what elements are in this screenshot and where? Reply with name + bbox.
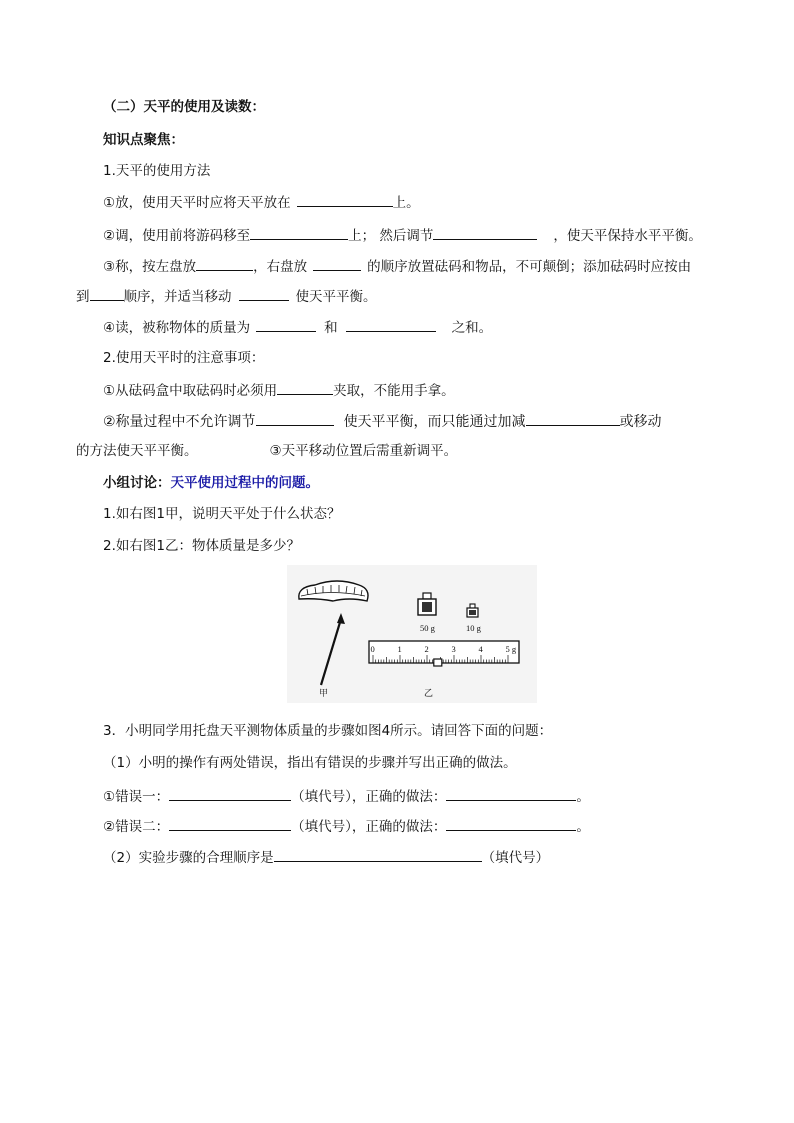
usage-read-and: 和 [324, 320, 338, 336]
weight-10g-label: 10 g [466, 623, 481, 633]
error2-end: 。 [576, 819, 590, 835]
error1-mid: （填代号），正确的做法： [291, 789, 447, 805]
notes-item-2-cont-text: 的方法使天平平衡。 [76, 443, 198, 459]
fill-blank[interactable] [446, 786, 576, 801]
usage-read-end: 之和。 [451, 320, 493, 336]
usage-weigh-end: 的顺序放置砝码和物品，不可颠倒；添加砝码时应按由 [367, 259, 692, 275]
usage-weigh-mid: ，右盘放 [253, 259, 308, 275]
fill-blank[interactable] [274, 847, 482, 862]
figure-label-jia: 甲 [319, 688, 329, 698]
usage-title: 1.天平的使用方法 [103, 163, 211, 179]
notes-item-3: ③天平移动位置后需重新调平。 [269, 443, 458, 459]
notes-item-1-end: 夹取，不能用手拿。 [333, 383, 455, 399]
fill-blank[interactable] [239, 286, 289, 301]
notes-item-1-text: ①从砝码盒中取砝码时必须用 [103, 383, 278, 399]
discussion-heading [103, 473, 319, 493]
usage-weigh [103, 256, 691, 277]
problem3-error1 [103, 786, 590, 807]
fill-blank[interactable] [446, 816, 576, 831]
notes-item-2-cont [76, 441, 457, 461]
rider-slider [434, 659, 442, 666]
ruler-tick-label: 1 [397, 644, 402, 654]
problem3-part2 [103, 847, 549, 868]
usage-place-text: ①放，使用天平时应将天平放在 [103, 195, 291, 211]
fill-blank[interactable] [313, 256, 361, 271]
discussion-q1: 1.如右图1甲，说明天平处于什么状态？ [103, 506, 341, 522]
usage-adjust-end: ，使天平保持水平平衡。 [553, 228, 702, 244]
usage-place [103, 192, 420, 213]
notes-item-2-mid: 使天平平衡，而只能通过加减 [343, 414, 526, 430]
usage-adjust-text: ②调，使用前将游码移至 [103, 228, 251, 244]
rider-ruler [369, 641, 519, 666]
usage-read-text: ④读，被称物体的质量为 [103, 320, 251, 336]
balance-figure [287, 565, 537, 703]
fill-blank[interactable] [526, 411, 620, 426]
discussion-topic: 天平使用过程中的问题。 [170, 475, 319, 491]
part2-end: （填代号） [481, 850, 550, 866]
fill-blank[interactable] [169, 786, 291, 801]
ruler-tick-label: 5 g [505, 644, 517, 654]
error1-label: ①错误一： [103, 789, 170, 805]
usage-weigh-order: 顺序，并适当移动 [123, 289, 232, 305]
ruler-tick-label: 4 [478, 644, 483, 654]
fill-blank[interactable] [256, 411, 334, 426]
usage-weigh-cont [76, 286, 377, 307]
section-heading: （二）天平的使用及读数： [103, 99, 265, 115]
notes-item-2-text: ②称量过程中不允许调节 [103, 414, 256, 430]
figure-label-yi: 乙 [424, 688, 434, 698]
notes-item-2 [103, 411, 662, 432]
part2-text: （2）实验步骤的合理顺序是 [103, 850, 274, 866]
discussion-label: 小组讨论： [103, 475, 171, 491]
notes-item-1 [103, 380, 455, 401]
fill-blank[interactable] [169, 816, 291, 831]
ruler-tick-label: 2 [424, 644, 429, 654]
weight-50g-label: 50 g [420, 623, 435, 633]
fill-blank[interactable] [250, 225, 348, 240]
error1-end: 。 [576, 789, 590, 805]
fill-blank[interactable] [196, 256, 253, 271]
usage-adjust [103, 225, 702, 246]
usage-weigh-to: 到 [76, 289, 90, 305]
error2-mid: （填代号），正确的做法： [291, 819, 447, 835]
error2-label: ②错误二： [103, 819, 170, 835]
problem3-intro: 3．小明同学用托盘天平测物体质量的步骤如图4所示。请回答下面的问题： [103, 723, 553, 739]
fill-blank[interactable] [433, 225, 537, 240]
fill-blank[interactable] [256, 317, 316, 332]
ruler-tick-label: 3 [451, 644, 456, 654]
fill-blank[interactable] [277, 380, 333, 395]
usage-adjust-mid: 上； 然后调节 [348, 228, 434, 244]
fill-blank[interactable] [346, 317, 436, 332]
problem3-error2 [103, 816, 590, 837]
fill-blank[interactable] [297, 192, 393, 207]
knowledge-label: 知识点聚焦： [103, 132, 184, 148]
notes-item-2-end: 或移动 [619, 414, 662, 430]
problem3-part1: （1）小明的操作有两处错误，指出有错误的步骤并写出正确的做法。 [103, 755, 517, 771]
discussion-q2: 2.如右图1乙：物体质量是多少？ [103, 538, 300, 554]
usage-weigh-text: ③称，按左盘放 [103, 259, 197, 275]
usage-weigh-balance: 使天平平衡。 [295, 289, 377, 305]
ruler-tick-label: 0 [370, 644, 375, 654]
usage-place-end: 上。 [392, 195, 420, 211]
usage-read [103, 317, 492, 338]
fill-blank[interactable] [90, 286, 124, 301]
notes-title: 2.使用天平时的注意事项： [103, 350, 265, 366]
